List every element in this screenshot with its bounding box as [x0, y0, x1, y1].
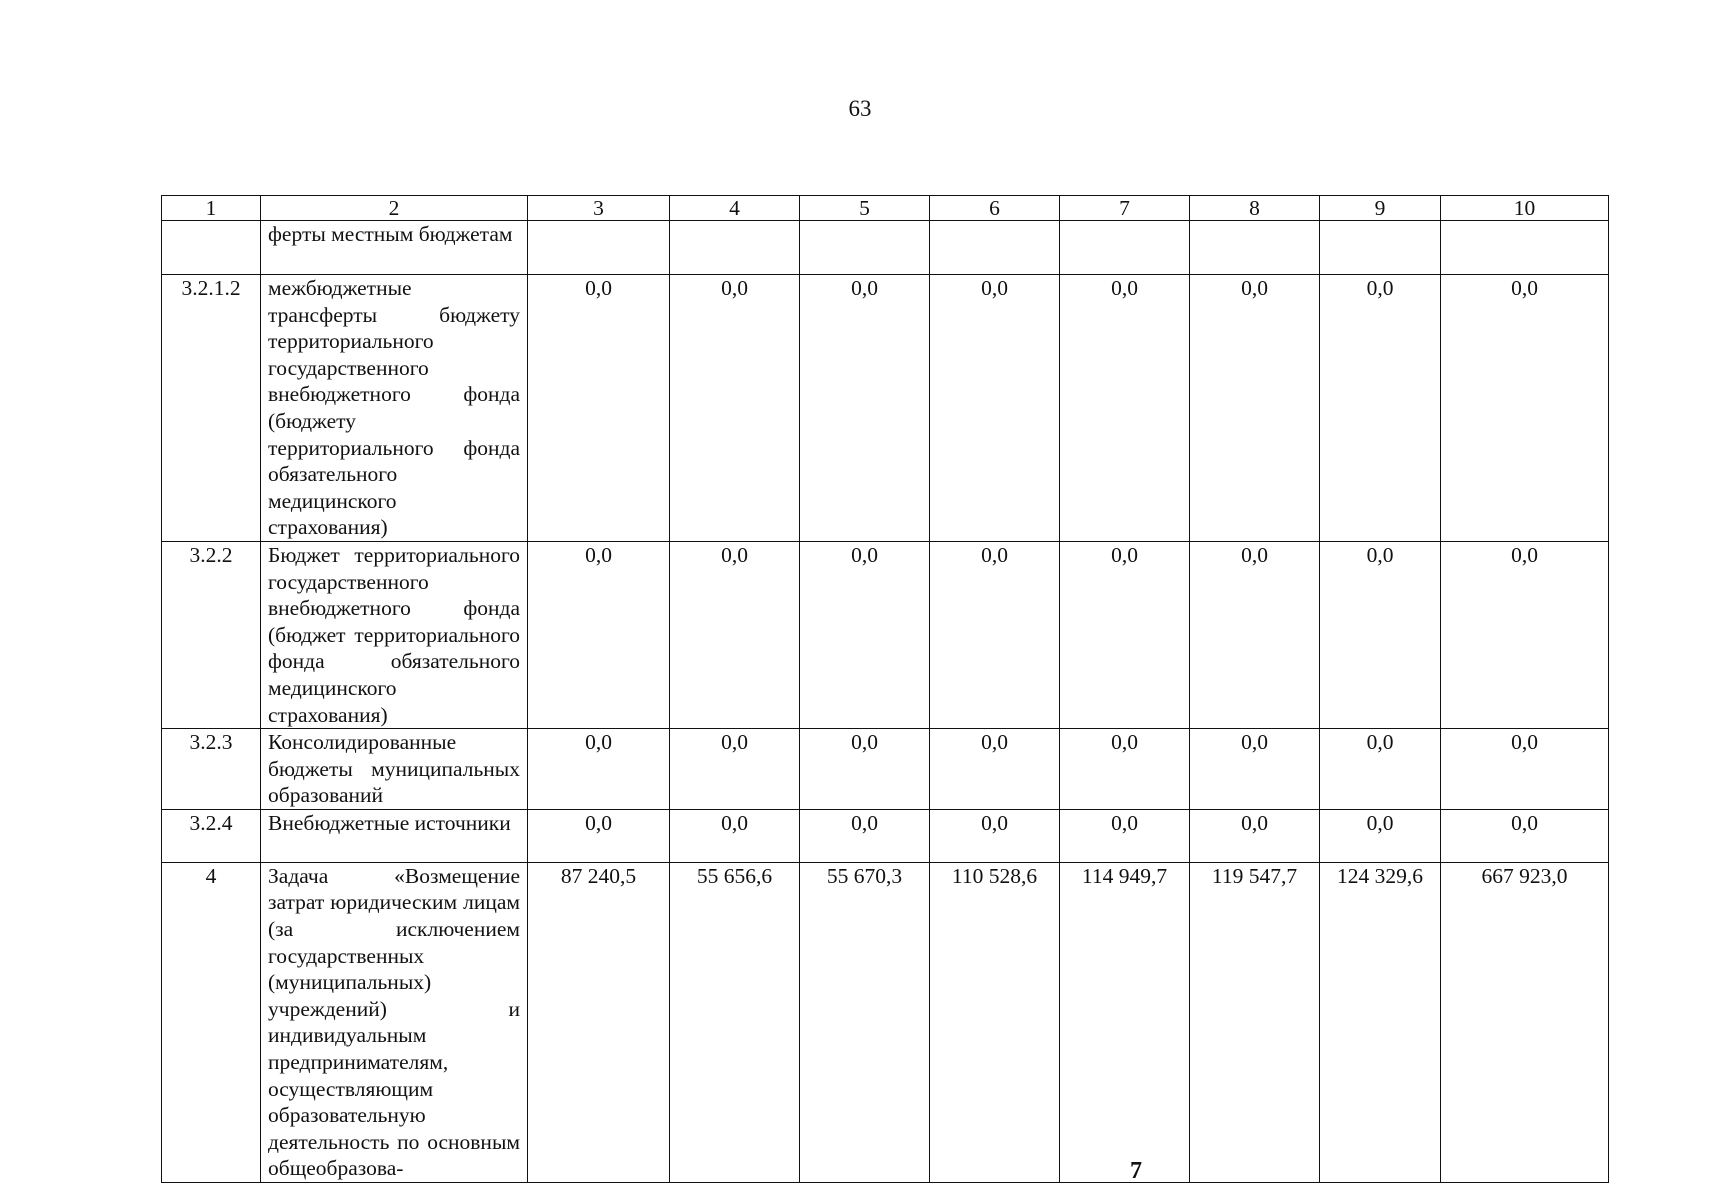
row-description: Задача «Возмещение затрат юридическим лицам (за исключением государственных (муниципальных) учреждений) и индивидуальным предпринимателям, осуществляющим образовательную деятельность по основным общеобразова- [261, 862, 528, 1182]
page-tail-mark: 7 [1130, 1158, 1142, 1184]
row-value: 0,0 [1190, 809, 1320, 862]
row-description: Внебюджетные источники [261, 809, 528, 862]
row-value: 0,0 [528, 809, 670, 862]
row-value: 0,0 [800, 541, 930, 728]
table-row [162, 809, 1609, 862]
row-value: 0,0 [1060, 729, 1190, 810]
column-header: 5 [800, 196, 930, 221]
page-number: 63 [848, 96, 872, 121]
row-value: 0,0 [930, 809, 1060, 862]
column-header: 9 [1320, 196, 1441, 221]
row-value: 124 329,6 [1320, 862, 1441, 1182]
row-value: 0,0 [800, 809, 930, 862]
row-value: 0,0 [670, 541, 800, 728]
column-header: 10 [1441, 196, 1609, 221]
row-number: 3.2.2 [162, 541, 261, 728]
row-value: 0,0 [1441, 809, 1609, 862]
row-value: 0,0 [1060, 275, 1190, 542]
row-value [800, 221, 930, 275]
row-value: 0,0 [1320, 809, 1441, 862]
row-value: 55 656,6 [670, 862, 800, 1182]
row-value: 0,0 [930, 541, 1060, 728]
row-value: 0,0 [930, 275, 1060, 542]
row-value [528, 221, 670, 275]
row-value: 0,0 [1441, 729, 1609, 810]
row-value: 55 670,3 [800, 862, 930, 1182]
column-header: 7 [1060, 196, 1190, 221]
row-value [930, 221, 1060, 275]
column-header: 1 [162, 196, 261, 221]
row-value [1060, 221, 1190, 275]
budget-table [161, 195, 1609, 1183]
row-description: Консолидированные бюджеты муниципальных образований [261, 729, 528, 810]
row-value: 667 923,0 [1441, 862, 1609, 1182]
row-value [1441, 221, 1609, 275]
row-number: 3.2.3 [162, 729, 261, 810]
row-description: ферты местным бюджетам [261, 221, 528, 275]
table-row [162, 275, 1609, 542]
row-value: 0,0 [930, 729, 1060, 810]
column-header: 4 [670, 196, 800, 221]
row-value: 0,0 [1190, 275, 1320, 542]
column-header-row [162, 196, 1609, 221]
table-row [162, 221, 1609, 275]
row-description: Бюджет территориального государственного внебюджетного фонда (бюджет территориального фонда обязательного медицинского страхования) [261, 541, 528, 728]
row-number: 4 [162, 862, 261, 1182]
row-value [670, 221, 800, 275]
row-value: 0,0 [670, 809, 800, 862]
column-header: 2 [261, 196, 528, 221]
row-value: 0,0 [1060, 809, 1190, 862]
table-row [162, 729, 1609, 810]
row-number [162, 221, 261, 275]
row-value: 0,0 [528, 729, 670, 810]
table-row [162, 862, 1609, 1182]
row-value: 0,0 [1320, 275, 1441, 542]
row-value [1320, 221, 1441, 275]
row-value: 114 949,7 [1060, 862, 1190, 1182]
row-value: 110 528,6 [930, 862, 1060, 1182]
row-value: 0,0 [1190, 541, 1320, 728]
row-value: 0,0 [800, 275, 930, 542]
row-value: 0,0 [800, 729, 930, 810]
row-value: 87 240,5 [528, 862, 670, 1182]
column-header: 6 [930, 196, 1060, 221]
row-value: 0,0 [1060, 541, 1190, 728]
row-value: 0,0 [1441, 275, 1609, 542]
row-value: 0,0 [1320, 729, 1441, 810]
row-value: 0,0 [1190, 729, 1320, 810]
row-description: межбюджетные трансферты бюджету территориального государственного внебюджетного фонда (бюджету территориального фонда обязательного медицинского страхования) [261, 275, 528, 542]
row-value: 0,0 [670, 729, 800, 810]
row-value: 0,0 [528, 275, 670, 542]
row-value: 0,0 [1320, 541, 1441, 728]
column-header: 8 [1190, 196, 1320, 221]
row-number: 3.2.1.2 [162, 275, 261, 542]
row-number: 3.2.4 [162, 809, 261, 862]
table-row [162, 541, 1609, 728]
row-value: 0,0 [1441, 541, 1609, 728]
row-value [1190, 221, 1320, 275]
row-value: 0,0 [670, 275, 800, 542]
row-value: 0,0 [528, 541, 670, 728]
column-header: 3 [528, 196, 670, 221]
row-value: 119 547,7 [1190, 862, 1320, 1182]
